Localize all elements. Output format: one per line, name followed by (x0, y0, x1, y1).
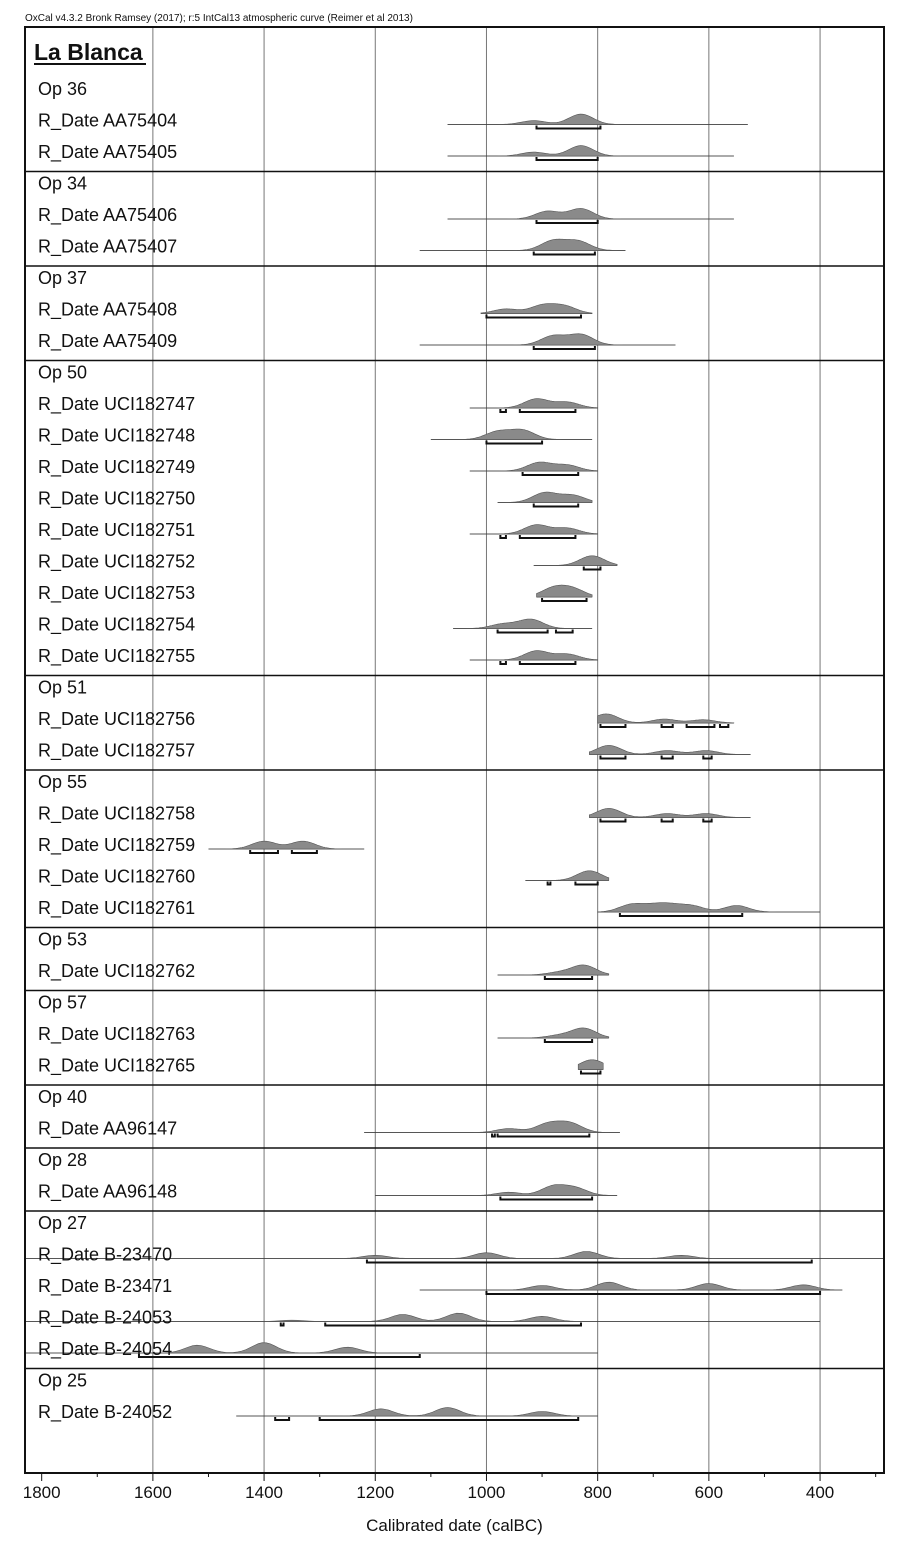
date-label: R_Date AA96148 (38, 1181, 178, 1202)
x-tick-label: 800 (583, 1483, 612, 1502)
probability-distribution (448, 208, 734, 219)
group-label: Op 57 (38, 992, 88, 1013)
hpd-range (281, 1323, 284, 1326)
chart-title: La Blanca (34, 39, 143, 65)
date-label: R_Date AA75409 (38, 331, 178, 351)
group-label: Op 53 (38, 929, 88, 950)
probability-distribution (375, 1185, 617, 1196)
probability-distribution (470, 651, 598, 660)
probability-distribution (598, 714, 734, 723)
date-label: R_Date UCI182751 (38, 520, 196, 540)
hpd-range (534, 346, 595, 349)
hpd-range (534, 252, 595, 255)
date-label: R_Date UCI182755 (38, 646, 196, 666)
hpd-range (486, 315, 581, 318)
hpd-range (542, 598, 586, 601)
group-label: Op 51 (38, 677, 88, 698)
probability-distribution (448, 146, 734, 156)
date-label: R_Date UCI182765 (38, 1055, 196, 1076)
hpd-range (500, 1197, 592, 1200)
date-label: R_Date UCI182748 (38, 425, 196, 446)
probability-distribution (236, 1408, 597, 1416)
date-label: R_Date AA75404 (38, 110, 178, 131)
date-label: R_Date UCI182757 (38, 740, 196, 761)
hpd-range (500, 535, 506, 538)
group-label: Op 50 (38, 362, 88, 383)
group-label: Op 37 (38, 268, 88, 288)
probability-distribution (589, 745, 750, 754)
date-label: R_Date UCI182762 (38, 961, 196, 981)
probability-distribution (420, 1282, 843, 1290)
x-tick-label: 600 (694, 1483, 724, 1502)
date-label: R_Date UCI182756 (38, 709, 196, 729)
date-label: R_Date UCI182753 (38, 583, 196, 603)
group-label: Op 25 (38, 1370, 88, 1391)
group-label: Op 34 (38, 173, 88, 194)
hpd-range (662, 756, 673, 759)
x-tick-label: 1800 (22, 1483, 61, 1502)
x-tick-label: 1000 (467, 1483, 506, 1502)
date-label: R_Date B-24053 (38, 1307, 173, 1328)
x-tick-label: 1200 (356, 1483, 395, 1502)
date-label: R_Date AA75406 (38, 205, 178, 225)
hpd-range (537, 126, 601, 129)
hpd-range (139, 1354, 420, 1357)
hpd-range (537, 157, 598, 160)
date-label: R_Date UCI182759 (38, 835, 196, 855)
hpd-range (520, 409, 576, 412)
date-label: R_Date UCI182761 (38, 898, 196, 918)
date-label: R_Date UCI182758 (38, 803, 196, 824)
date-label: R_Date UCI182750 (38, 488, 196, 509)
hpd-range (575, 882, 597, 885)
probability-distribution (470, 399, 598, 408)
probability-distribution (420, 239, 626, 250)
hpd-range (720, 724, 728, 727)
group-label: Op 36 (38, 79, 88, 99)
hpd-range (662, 819, 673, 822)
hpd-range (486, 441, 542, 444)
probability-distribution (364, 1121, 620, 1133)
date-label: R_Date UCI182763 (38, 1024, 196, 1044)
hpd-range (325, 1323, 581, 1326)
hpd-range (292, 850, 317, 853)
date-label: R_Date B-24052 (38, 1402, 173, 1422)
probability-distribution (537, 585, 593, 597)
probability-distribution (498, 965, 609, 975)
group-label: Op 55 (38, 772, 88, 792)
probability-distribution (589, 808, 750, 817)
probability-distribution (470, 525, 598, 534)
hpd-range (600, 756, 625, 759)
hpd-range (367, 1260, 812, 1263)
probability-distribution (498, 492, 593, 502)
probability-distribution (481, 304, 592, 314)
date-label: R_Date UCI182749 (38, 457, 196, 477)
date-label: R_Date B-23470 (38, 1244, 173, 1265)
hpd-range (520, 535, 576, 538)
hpd-range (537, 220, 598, 223)
hpd-range (520, 661, 576, 664)
probability-distribution (208, 841, 364, 849)
probability-distribution (453, 619, 592, 629)
date-label: R_Date UCI182760 (38, 866, 196, 887)
probability-distribution (534, 556, 617, 566)
probability-distribution (431, 429, 592, 439)
hpd-range (500, 661, 506, 664)
probability-distribution (525, 871, 608, 881)
date-label: R_Date AA75407 (38, 236, 178, 257)
hpd-range (545, 976, 592, 979)
hpd-range (556, 630, 573, 633)
hpd-range (523, 472, 579, 475)
hpd-range (703, 756, 711, 759)
x-axis-label: Calibrated date (calBC) (366, 1516, 543, 1535)
hpd-range (320, 1417, 579, 1420)
probability-distribution (420, 334, 676, 345)
hpd-range (548, 882, 551, 885)
x-tick-label: 1400 (245, 1483, 283, 1502)
x-tick-label: 400 (805, 1483, 835, 1502)
hpd-range (662, 724, 673, 727)
hpd-range (275, 1417, 289, 1420)
hpd-range (600, 724, 625, 727)
date-label: R_Date B-24054 (38, 1339, 173, 1359)
hpd-range (620, 913, 742, 916)
hpd-range (498, 1134, 590, 1137)
hpd-range (600, 819, 625, 822)
hpd-range (492, 1134, 495, 1137)
date-label: R_Date AA96147 (38, 1118, 178, 1139)
hpd-range (703, 819, 711, 822)
date-label: R_Date UCI182754 (38, 614, 196, 635)
probability-distribution (498, 1028, 609, 1038)
group-label: Op 40 (38, 1087, 88, 1107)
date-label: R_Date UCI182752 (38, 551, 196, 572)
hpd-range (500, 409, 506, 412)
hpd-range (534, 504, 578, 507)
credit-line: OxCal v4.3.2 Bronk Ramsey (2017); r:5 IntCal13 atmospheric curve (Reimer et al 2013) (25, 13, 413, 24)
group-label: Op 28 (38, 1150, 88, 1170)
hpd-range (545, 1039, 592, 1042)
date-label: R_Date B-23471 (38, 1276, 173, 1296)
date-label: R_Date UCI182747 (38, 394, 196, 414)
date-label: R_Date AA75405 (38, 142, 178, 162)
date-label: R_Date AA75408 (38, 299, 178, 320)
hpd-range (486, 1291, 820, 1294)
x-tick-label: 1600 (133, 1483, 172, 1502)
hpd-range (687, 724, 715, 727)
hpd-range (498, 630, 548, 633)
probability-distribution (470, 462, 598, 471)
group-label: Op 27 (38, 1213, 88, 1233)
probability-distribution (578, 1060, 603, 1070)
